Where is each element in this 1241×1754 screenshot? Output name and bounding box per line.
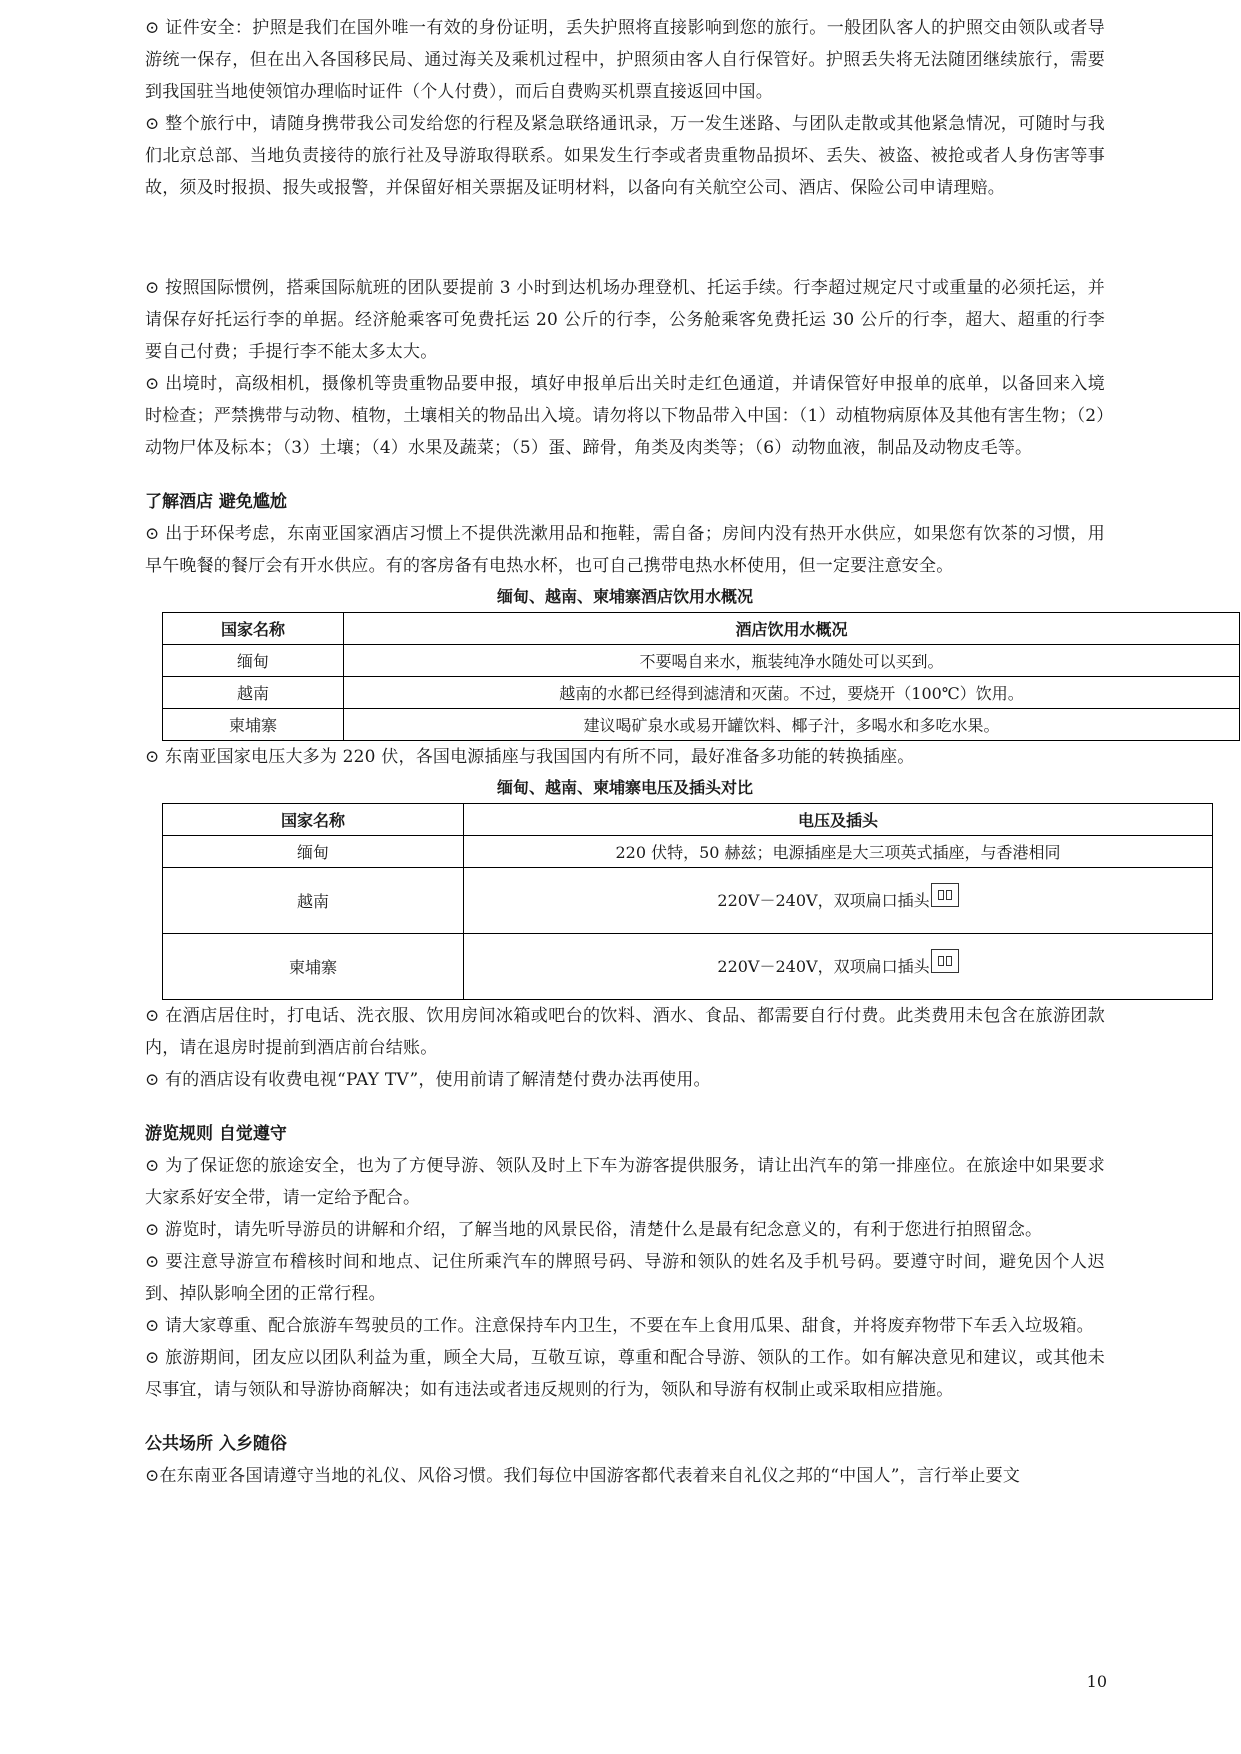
table-cell [464,868,1213,934]
table-cell-text: 220V－240V，双项扁口插头 [717,956,930,976]
table-row [163,677,1240,709]
paragraph-tour-guide: ⊙ 游览时，请先听导游员的讲解和介绍，了解当地的风景民俗，清楚什么是最有纪念意义的，有利于您进行拍照留念。 [145,1220,1043,1240]
paragraph-tour-time: ⊙ 要注意导游宣布稽核时间和地点、记住所乘汽车的牌照号码、导游和领队的姓名及手机号码。要遵守时间，避免因个人迟到、掉队影响全团的正常行程。 [145,1252,1105,1304]
table-cell: 缅甸 [163,836,464,868]
table-header: 国家名称 [163,804,464,836]
section-heading-tour: 游览规则 自觉遵守 [145,1124,287,1144]
table-cell: 220 伏特，50 赫兹；电源插座是大三项英式插座，与香港相同 [464,836,1213,868]
paragraph-emergency: ⊙ 整个旅行中，请随身携带我公司发给您的行程及紧急联络通讯录，万一发生迷路、与团队走散或其他紧急情况，可随时与我们北京总部、当地负责接待的旅行社及导游取得联系。如果发生行李或者贵重物品损坏、丢失、被盗、被抢或者人身伤害等事故，须及时报损、报失或报警，并保留好相关票据及证明材料，以备向有关航空公司、酒店、保险公司申请理赔。 [145,114,1105,198]
table-cell-text: 220V－240V，双项扁口插头 [717,890,930,910]
table-header: 国家名称 [163,613,344,645]
paragraph-customs: ⊙ 出境时，高级相机，摄像机等贵重物品要申报，填好申报单后出关时走红色通道，并请保管好申报单的底单，以备回来入境时检查；严禁携带与动物、植物，土壤相关的物品出入境。请勿将以下物品带入中国：（1）动植物病原体及其他有害生物；（2）动物尸体及标本；（3）土壤；（4）水果及蔬菜；（5）蛋、蹄骨，角类及肉类等；（6）动物血液，制品及动物皮毛等。 [145,374,1105,458]
section-heading-hotel: 了解酒店 避免尴尬 [145,492,287,512]
table-row [163,709,1240,741]
table-cell [464,934,1213,1000]
voltage-table [162,803,1213,1000]
paragraph-voltage: ⊙ 东南亚国家电压大多为 220 伏，各国电源插座与我国国内有所不同，最好准备多功能的转换插座。 [145,747,915,767]
paragraph-pay-tv: ⊙ 有的酒店设有收费电视“PAY TV”，使用前请了解清楚付费办法再使用。 [145,1070,711,1090]
table-cell: 越南 [163,677,344,709]
paragraph-public-etiquette: ⊙在东南亚各国请遵守当地的礼仪、风俗习惯。我们每位中国游客都代表着来自礼仪之邦的“中国人”，言行举止要文 [145,1466,1021,1486]
table-row [163,934,1213,1000]
table-cell: 越南 [163,868,464,934]
table-cell: 建议喝矿泉水或易开罐饮料、椰子汁，多喝水和多吃水果。 [344,709,1240,741]
paragraph-hotel-supplies: ⊙ 出于环保考虑，东南亚国家酒店习惯上不提供洗漱用品和拖鞋，需自备；房间内没有热开水供应，如果您有饮茶的习惯，用早午晚餐的餐厅会有开水供应。有的客房备有电热水杯，也可自己携带电热水杯使用，但一定要注意安全。 [145,524,1105,576]
plug-socket-icon [931,949,959,973]
paragraph-flight-checkin: ⊙ 按照国际惯例，搭乘国际航班的团队要提前 3 小时到达机场办理登机、托运手续。行李超过规定尺寸或重量的必须托运，并请保存好托运行李的单据。经济舱乘客可免费托运 20 公斤的行李，公务舱乘客免费托运 30 公斤的行李，超大、超重的行李要自己付费；手提行李不能太多太大。 [145,278,1105,362]
table-row [163,868,1213,934]
table-row [163,645,1240,677]
table-cell: 不要喝自来水，瓶装纯净水随处可以买到。 [344,645,1240,677]
plug-socket-icon [931,883,959,907]
page-number: 10 [1086,1672,1107,1691]
paragraph-tour-seat: ⊙ 为了保证您的旅途安全，也为了方便导游、领队及时上下车为游客提供服务，请让出汽车的第一排座位。在旅途中如果要求大家系好安全带，请一定给予配合。 [145,1156,1105,1208]
water-table [162,612,1240,741]
table-cell: 越南的水都已经得到滤清和灭菌。不过，要烧开（100℃）饮用。 [344,677,1240,709]
voltage-table-caption: 缅甸、越南、柬埔寨电压及插头对比 [496,778,753,797]
paragraph-passport: ⊙ 证件安全：护照是我们在国外唯一有效的身份证明，丢失护照将直接影响到您的旅行。一般团队客人的护照交由领队或者导游统一保存，但在出入各国移民局、通过海关及乘机过程中，护照须由客人自行保管好。护照丢失将无法随团继续旅行，需要到我国驻当地使领馆办理临时证件（个人付费），而后自费购买机票直接返回中国。 [145,18,1105,102]
table-cell: 柬埔寨 [163,934,464,1000]
table-header-row [163,804,1213,836]
table-row [163,836,1213,868]
paragraph-tour-driver: ⊙ 请大家尊重、配合旅游车驾驶员的工作。注意保持车内卫生，不要在车上食用瓜果、甜食，并将废弃物带下车丢入垃圾箱。 [145,1316,1094,1336]
table-header: 酒店饮用水概况 [344,613,1240,645]
table-cell: 缅甸 [163,645,344,677]
table-cell: 柬埔寨 [163,709,344,741]
paragraph-tour-team: ⊙ 旅游期间，团友应以团队利益为重，顾全大局，互敬互谅，尊重和配合导游、领队的工作。如有解决意见和建议，或其他未尽事宜，请与领队和导游协商解决；如有违法或者违反规则的行为，领队和导游有权制止或采取相应措施。 [145,1348,1105,1400]
section-heading-public: 公共场所 入乡随俗 [145,1434,287,1454]
document-page [145,12,1105,1492]
table-header: 电压及插头 [464,804,1213,836]
table-header-row [163,613,1240,645]
paragraph-hotel-charges: ⊙ 在酒店居住时，打电话、洗衣服、饮用房间冰箱或吧台的饮料、酒水、食品、都需要自行付费。此类费用未包含在旅游团款内，请在退房时提前到酒店前台结账。 [145,1006,1105,1058]
water-table-caption: 缅甸、越南、柬埔寨酒店饮用水概况 [496,587,753,606]
